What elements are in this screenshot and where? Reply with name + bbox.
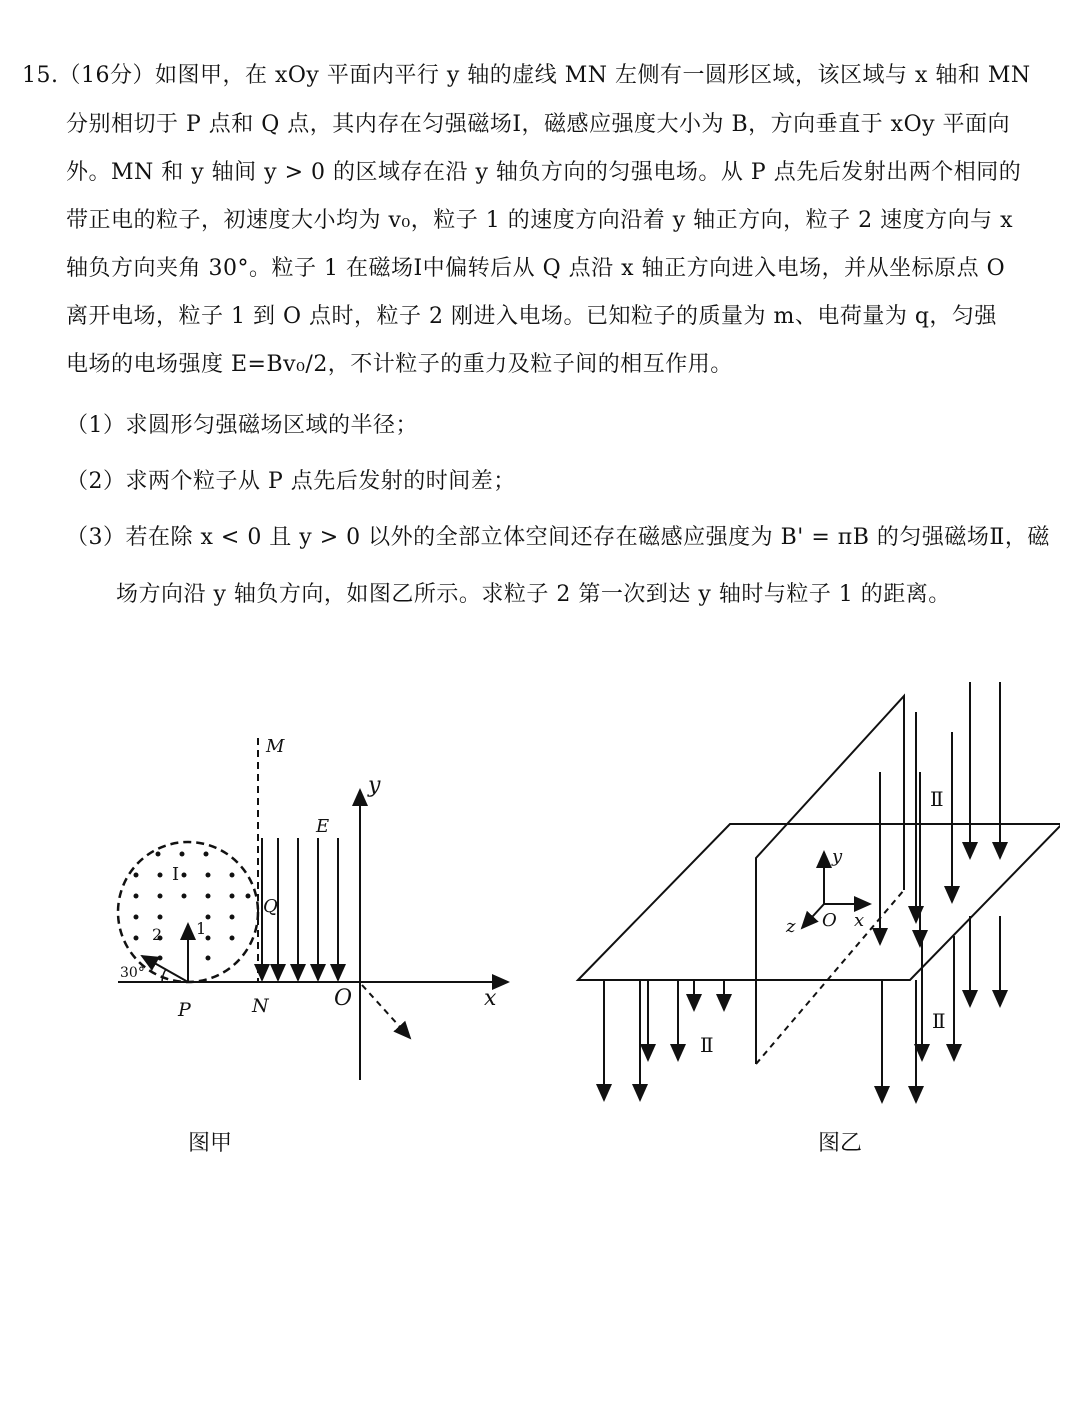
label-field-upper: Ⅱ [930, 787, 944, 811]
label-o: O [334, 986, 353, 1011]
label-o-3d: O [822, 910, 837, 931]
problem-line-5: 轴负方向夹角 30°。粒子 1 在磁场Ⅰ中偏转后从 Q 点沿 x 轴正方向进入电场，并从坐标原点 O [66, 256, 1006, 281]
problem-line-6: 离开电场，粒子 1 到 O 点时，粒子 2 刚进入电场。已知粒子的质量为 m、电荷量为 q，匀强 [66, 304, 997, 329]
problem-line-1: 15.（16分）如图甲，在 xOy 平面内平行 y 轴的虚线 MN 左侧有一圆形区域，该区域与 x 轴和 MN [22, 63, 1031, 88]
label-e: E [316, 816, 330, 837]
problem-line-4: 带正电的粒子，初速度大小均为 v₀，粒子 1 的速度方向沿着 y 轴正方向，粒子 2 速度方向与 x [66, 208, 1014, 233]
label-q: Q [263, 896, 278, 917]
label-p: P [178, 999, 191, 1021]
label-particle2: 2 [152, 925, 163, 944]
question-3: （3）若在除 x < 0 且 y > 0 以外的全部立体空间还存在磁感应强度为 B' = πB 的匀强磁场Ⅱ，磁 [66, 525, 1050, 550]
label-angle: 30° [120, 965, 145, 981]
angle-arc [162, 969, 166, 982]
label-field-lower-left: Ⅱ [700, 1033, 714, 1057]
label-field-lower-right: Ⅱ [932, 1009, 946, 1033]
figure-a-caption: 图甲 [188, 1131, 233, 1156]
problem-line-7: 电场的电场强度 E=Bv₀/2，不计粒子的重力及粒子间的相互作用。 [66, 352, 733, 377]
label-z-3d: z [786, 916, 796, 937]
horizontal-plane [578, 824, 1060, 980]
label-m: M [266, 736, 285, 757]
figure-b-caption: 图乙 [818, 1131, 863, 1156]
field-dots [134, 852, 251, 961]
label-x: x [484, 986, 497, 1011]
question-2: （2）求两个粒子从 P 点先后发射的时间差； [66, 469, 516, 494]
figure-a [100, 720, 530, 1100]
problem-line-2: 分别相切于 P 点和 Q 点，其内存在匀强磁场Ⅰ，磁感应强度大小为 B，方向垂直于 xOy 平面向 [66, 112, 1011, 137]
label-x-3d: x [854, 910, 865, 931]
label-region-i: I [172, 864, 180, 885]
figure-b [560, 676, 1060, 1116]
question-1: （1）求圆形匀强磁场区域的半径； [66, 413, 418, 438]
problem-line-3: 外。MN 和 y 轴间 y > 0 的区域存在沿 y 轴负方向的匀强电场。从 P 点先后发射出两个相同的 [66, 160, 1022, 185]
question-3-continued: 场方向沿 y 轴负方向，如图乙所示。求粒子 2 第一次到达 y 轴时与粒子 1 的距离。 [116, 582, 951, 607]
exit-path [362, 985, 410, 1038]
label-y-3d: y [832, 846, 843, 867]
label-particle1: 1 [196, 919, 207, 938]
label-n: N [252, 995, 269, 1017]
label-y: y [368, 773, 381, 798]
z-axis-3d [802, 904, 824, 928]
